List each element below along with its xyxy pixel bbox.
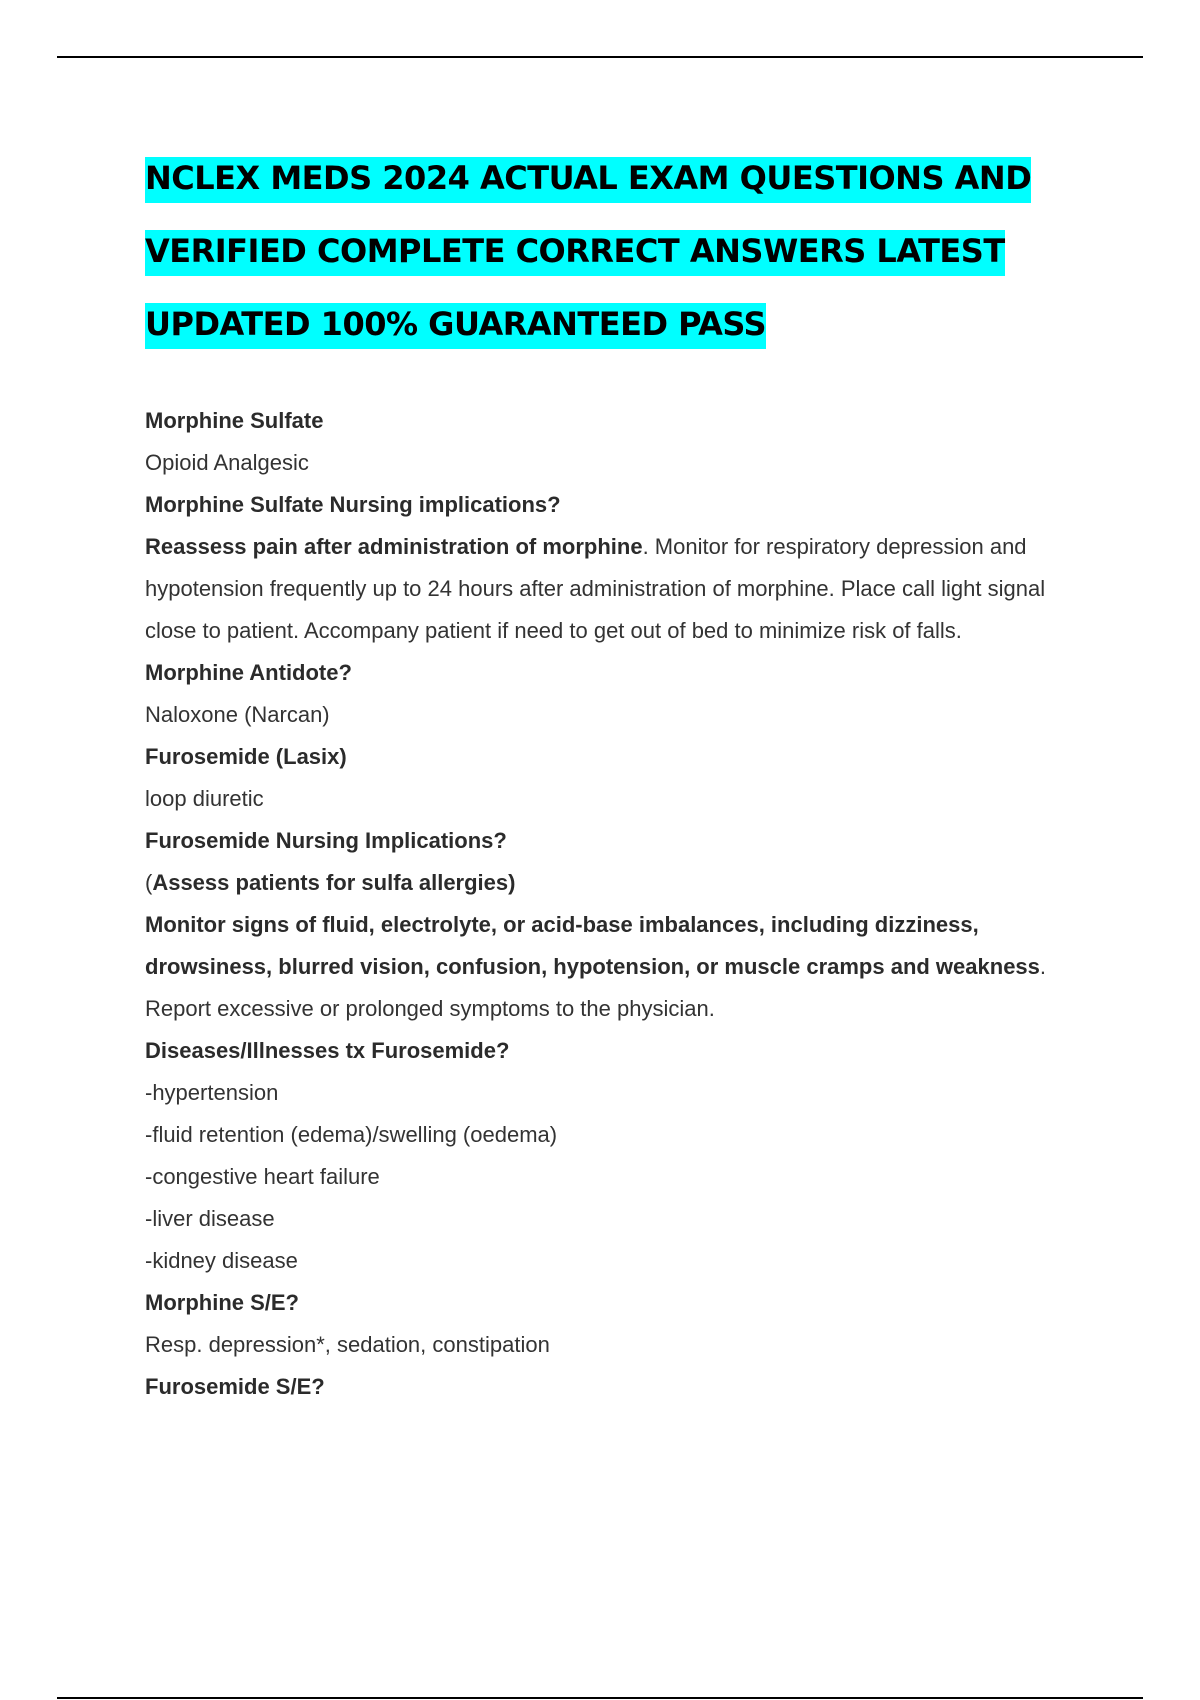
title-line-2: VERIFIED COMPLETE CORRECT ANSWERS LATEST xyxy=(145,230,1005,276)
answer-furosemide-monitor: Monitor signs of fluid, electrolyte, or acid-base imbalances, including dizziness, drowsiness, blurred vision, confusion, hypotension, or muscle cramps and weakness xyxy=(145,912,1040,979)
document-title xyxy=(145,142,1145,361)
list-item: -liver disease xyxy=(145,1206,275,1231)
answer-furosemide-report: . Report excessive or prolonged symptoms to the physician. xyxy=(145,954,1047,1021)
answer-morphine-antidote: Naloxone (Narcan) xyxy=(145,702,330,727)
list-item: -kidney disease xyxy=(145,1248,298,1273)
question-morphine-nursing: Morphine Sulfate Nursing implications? xyxy=(145,492,561,517)
answer-furosemide: loop diuretic xyxy=(145,786,264,811)
answer-morphine-nursing xyxy=(145,526,1095,652)
answer-morphine-se: Resp. depression*, sedation, constipation xyxy=(145,1332,550,1357)
question-furosemide-se: Furosemide S/E? xyxy=(145,1374,325,1399)
answer-furosemide-sulfa: Assess patients for sulfa allergies) xyxy=(152,870,516,895)
title-line-3: UPDATED 100% GUARANTEED PASS xyxy=(145,303,766,349)
list-item: -fluid retention (edema)/swelling (oedema) xyxy=(145,1122,558,1147)
question-morphine-sulfate: Morphine Sulfate xyxy=(145,408,324,433)
answer-furosemide-nursing-1 xyxy=(145,862,1095,904)
title-line-1: NCLEX MEDS 2024 ACTUAL EXAM QUESTIONS AND xyxy=(145,157,1031,203)
answer-furosemide-paren: ( xyxy=(145,870,153,895)
answer-morphine-nursing-bold: Reassess pain after administration of morphine xyxy=(145,534,643,559)
question-furosemide-diseases: Diseases/Illnesses tx Furosemide? xyxy=(145,1038,510,1063)
document-body xyxy=(145,400,1095,1408)
bottom-rule xyxy=(57,1697,1143,1699)
answer-morphine-sulfate: Opioid Analgesic xyxy=(145,450,309,475)
question-furosemide-nursing: Furosemide Nursing Implications? xyxy=(145,828,507,853)
question-morphine-antidote: Morphine Antidote? xyxy=(145,660,352,685)
answer-morphine-nursing-rest: . Monitor for respiratory depression and hypotension frequently up to 24 hours after administration of morphine. Place call light signal close to patient. Accompany patient if need to get out of bed to minimize risk of falls. xyxy=(145,534,1046,643)
list-item: -hypertension xyxy=(145,1080,279,1105)
list-item: -congestive heart failure xyxy=(145,1164,380,1189)
top-rule xyxy=(57,56,1143,58)
question-furosemide: Furosemide (Lasix) xyxy=(145,744,347,769)
question-morphine-se: Morphine S/E? xyxy=(145,1290,299,1315)
answer-furosemide-nursing-2 xyxy=(145,904,1095,1030)
